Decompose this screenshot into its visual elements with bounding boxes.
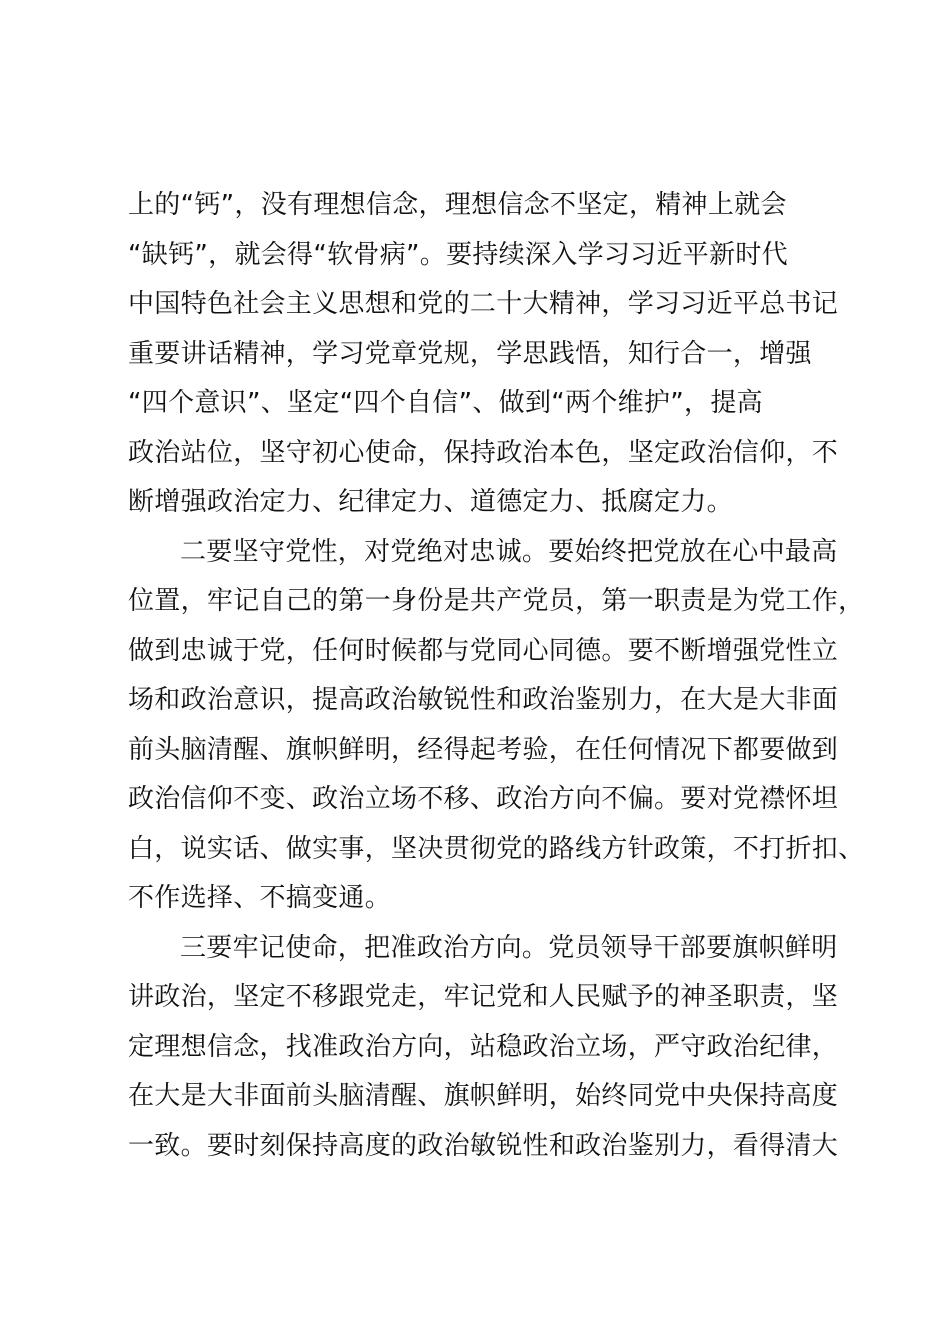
text-line: 场和政治意识，提高政治敏锐性和政治鉴别力，在大是大非面: [128, 685, 839, 715]
body-text: [128, 181, 865, 1171]
text-line: 政治站位，坚守初心使命，保持政治本色，坚定政治信仰，不: [128, 437, 839, 468]
text-line: 一致。要时刻保持高度的政治敏锐性和政治鉴别力，看得清大: [128, 1130, 839, 1161]
text-line: 上的“钙”，没有理想信念，理想信念不坚定，精神上就会: [128, 190, 787, 220]
text-line: 定理想信念，找准政治方向，站稳政治立场，严守政治纪律，: [128, 1031, 839, 1062]
paragraph-start-line: 二要坚守党性，对党绝对忠诚。要始终把党放在心中最高: [180, 536, 838, 567]
text-line: 中国特色社会主义思想和党的二十大精神，学习习近平总书记: [128, 289, 839, 319]
text-line: “四个意识”、坚定“四个自信”、做到“两个维护”，提高: [128, 388, 763, 418]
text-line: 重要讲话精神，学习党章党规，学思践悟，知行合一，增强: [128, 338, 812, 369]
text-line: 在大是大非面前头脑清醒、旗帜鲜明，始终同党中央保持高度: [128, 1081, 839, 1111]
text-line: 断增强政治定力、纪律定力、道德定力、抵腐定力。: [128, 487, 733, 517]
text-line: “缺钙”，就会得“软骨病”。要持续深入学习习近平新时代: [128, 239, 788, 270]
paragraph-start-line: 三要牢记使命，把准政治方向。党员领导干部要旗帜鲜明: [180, 932, 838, 963]
text-line: 不作选择、不搞变通。: [128, 883, 392, 913]
text-line: 做到忠诚于党，任何时候都与党同心同德。要不断增强党性立: [128, 635, 839, 666]
text-line: 白，说实话、做实事，坚决贯彻党的路线方针政策，不打折扣、: [128, 833, 865, 864]
text-line: 前头脑清醒、旗帜鲜明，经得起考验，在任何情况下都要做到: [128, 734, 839, 765]
text-line: 政治信仰不变、政治立场不移、政治方向不偏。要对党襟怀坦: [128, 784, 839, 814]
text-line: 讲政治，坚定不移跟党走，牢记党和人民赋予的神圣职责，坚: [128, 982, 839, 1012]
text-line: 位置，牢记自己的第一身份是共产党员，第一职责是为党工作，: [128, 586, 865, 616]
